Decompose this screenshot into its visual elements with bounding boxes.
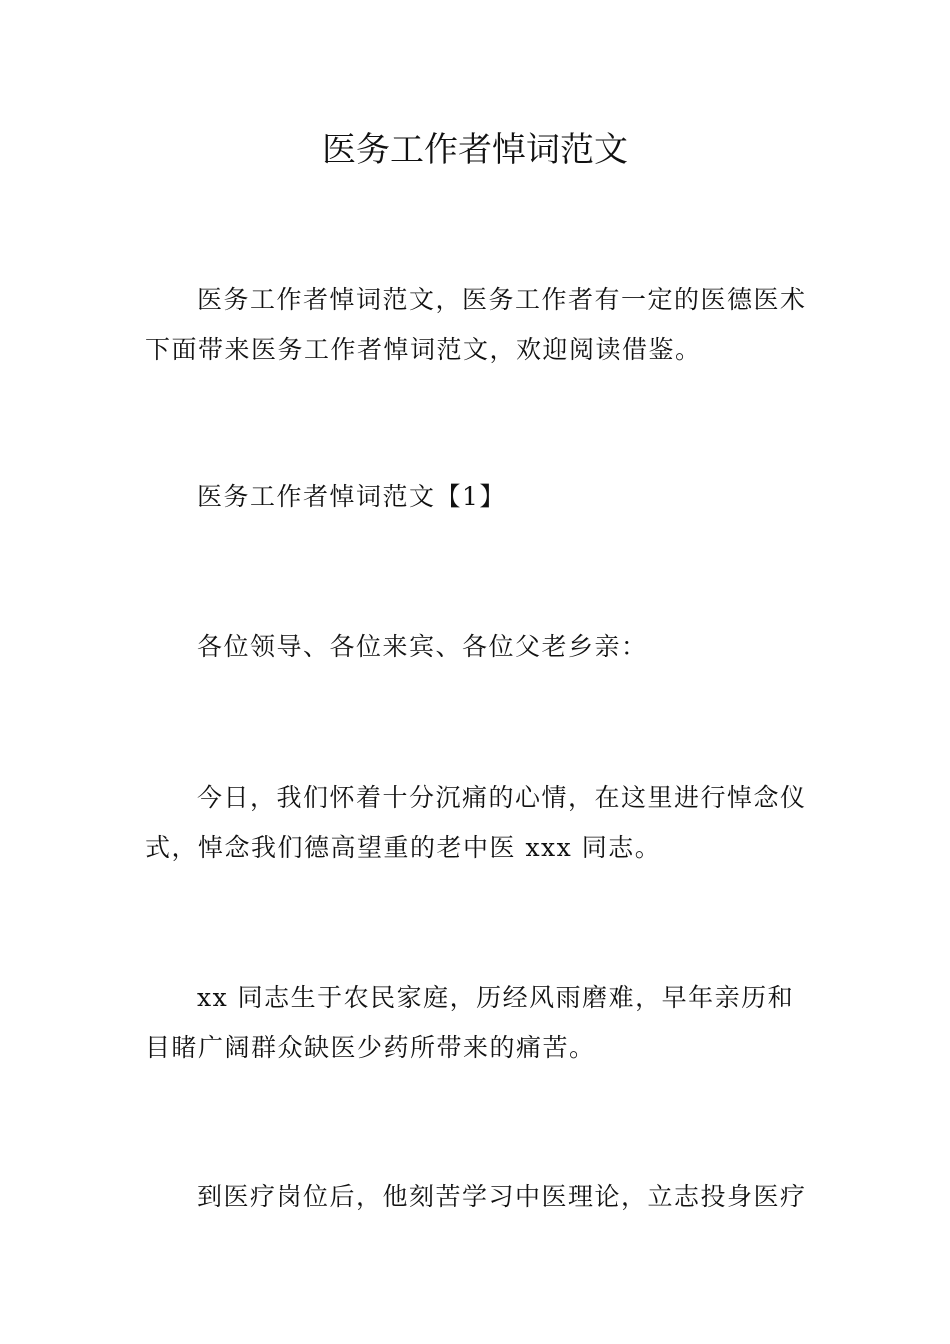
intro-paragraph: 医务工作者悼词范文，医务工作者有一定的医德医术下面带来医务工作者悼词范文，欢迎阅读借鉴。 — [145, 285, 807, 364]
section-heading: 医务工作者悼词范文【1】 — [197, 482, 506, 511]
origin-paragraph: xx 同志生于农民家庭，历经风雨磨难，早年亲历和目睹广阔群众缺医少药所带来的痛苦。 — [145, 983, 795, 1062]
greeting-paragraph: 各位领导、各位来宾、各位父老乡亲： — [197, 632, 648, 661]
today-paragraph: 今日，我们怀着十分沉痛的心情，在这里进行悼念仪式，悼念我们德高望重的老中医 xxx 同志。 — [145, 783, 807, 862]
career-paragraph: 到医疗岗位后，他刻苦学习中医理论，立志投身医疗 — [197, 1182, 807, 1211]
document-title: 医务工作者悼词范文 — [322, 130, 628, 170]
